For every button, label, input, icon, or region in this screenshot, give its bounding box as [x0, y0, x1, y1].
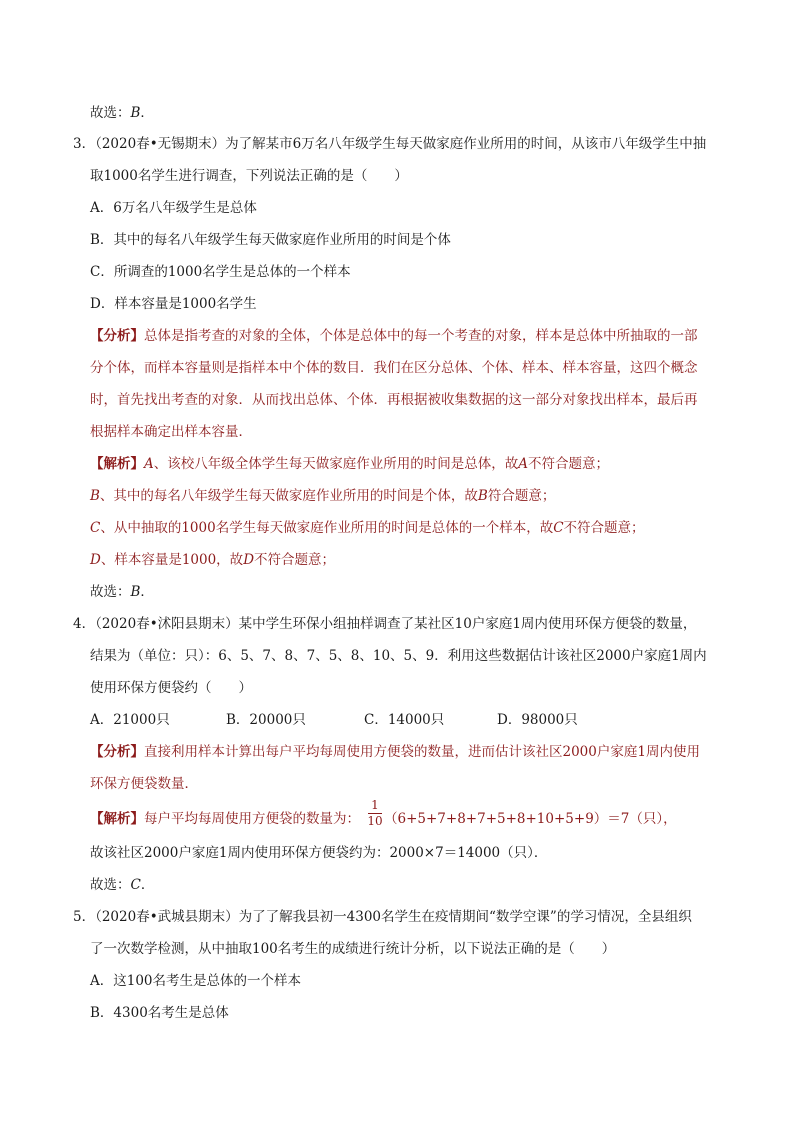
q4-option-b: B．20000只: [226, 712, 306, 728]
q4-stem-line1: 4．（2020春•沭阳县期末）某中学生环保小组抽样调查了某社区10户家庭1周内使用环保方便袋的数量，: [73, 616, 697, 632]
q5-stem-line2: 了一次数学检测，从中抽取100名考生的成绩进行统计分析，以下说法正确的是（ ）: [90, 941, 616, 957]
q4-stem-line3: 使用环保方便袋约（ ）: [90, 680, 252, 696]
q3-stem-line1: 3．（2020春•无锡期末）为了解某市6万名八年级学生每天做家庭作业所用的时间，从该市八年级学生中抽: [73, 136, 707, 152]
q3-option-a: A．6万名八年级学生是总体: [90, 200, 257, 216]
q4-solution-line1: 【解析】每户平均每周使用方便袋的数量为： （6+5+7+8+7+5+8+10+5+9）＝7（只），: [90, 811, 677, 827]
q3-solution-line1: 【解析】A、该校八年级全体学生每天做家庭作业所用的时间是总体，故A不符合题意；: [90, 456, 609, 472]
q3-option-b: B．其中的每名八年级学生每天做家庭作业所用的时间是个体: [90, 232, 451, 248]
q4-stem-line2: 结果为（单位：只）：6、5、7、8、7、5、8、10、5、9．利用这些数据估计该社区2000户家庭1周内: [90, 648, 707, 664]
q4-option-a: A．21000只: [90, 712, 170, 728]
q3-analysis-line2: 分个体，而样本容量则是指样本中个体的数目．我们在区分总体、个体、样本、样本容量，这四个概念: [90, 360, 698, 376]
q3-analysis-line3: 时，首先找出考查的对象．从而找出总体、个体．再根据被收集数据的这一部分对象找出样本，最后再: [90, 392, 698, 408]
fraction-one-tenth: 1 10: [367, 798, 383, 828]
q5-stem-line1: 5．（2020春•武城县期末）为了了解我县初一4300名学生在疫情期间“数学空课”的学习情况，全县组织: [73, 909, 692, 925]
q4-analysis-line2: 环保方便袋数量．: [90, 776, 198, 792]
q3-analysis-line1: 【分析】总体是指考查的对象的全体，个体是总体中的每一个考查的对象，样本是总体中所抽取的一部: [90, 328, 698, 344]
q4-analysis-line1: 【分析】直接利用样本计算出每户平均每周使用方便袋的数量，进而估计该社区2000户家庭1周内使用: [90, 744, 700, 760]
q4-option-d: D．98000只: [497, 712, 578, 728]
q2-answer: 故选：B．: [90, 105, 154, 121]
q5-option-a: A．这100名考生是总体的一个样本: [90, 973, 302, 989]
analysis-tag: 【分析】: [90, 328, 144, 344]
q3-option-c: C．所调查的1000名学生是总体的一个样本: [90, 264, 351, 280]
analysis-tag: 【分析】: [90, 744, 144, 760]
q4-option-c: C．14000只: [364, 712, 445, 728]
q3-solution-line4: D、样本容量是1000，故D不符合题意；: [90, 552, 336, 568]
solution-tag: 【解析】: [90, 811, 144, 827]
q4-solution-line2: 故该社区2000户家庭1周内使用环保方便袋约为：2000×7＝14000（只）．: [90, 845, 548, 861]
q5-option-b: B．4300名考生是总体: [90, 1005, 229, 1021]
q3-analysis-line4: 根据样本确定出样本容量．: [90, 424, 252, 440]
q3-solution-line2: B、其中的每名八年级学生每天做家庭作业所用的时间是个体，故B符合题意；: [90, 488, 556, 504]
q3-option-d: D．样本容量是1000名学生: [90, 296, 257, 312]
q3-stem-line2: 取1000名学生进行调查，下列说法正确的是（ ）: [90, 168, 408, 184]
q3-answer: 故选：B．: [90, 584, 154, 600]
solution-tag: 【解析】: [90, 456, 144, 472]
q3-solution-line3: C、从中抽取的1000名学生每天做家庭作业所用的时间是总体的一个样本，故C不符合题意；: [90, 520, 645, 536]
q4-answer: 故选：C．: [90, 877, 155, 893]
